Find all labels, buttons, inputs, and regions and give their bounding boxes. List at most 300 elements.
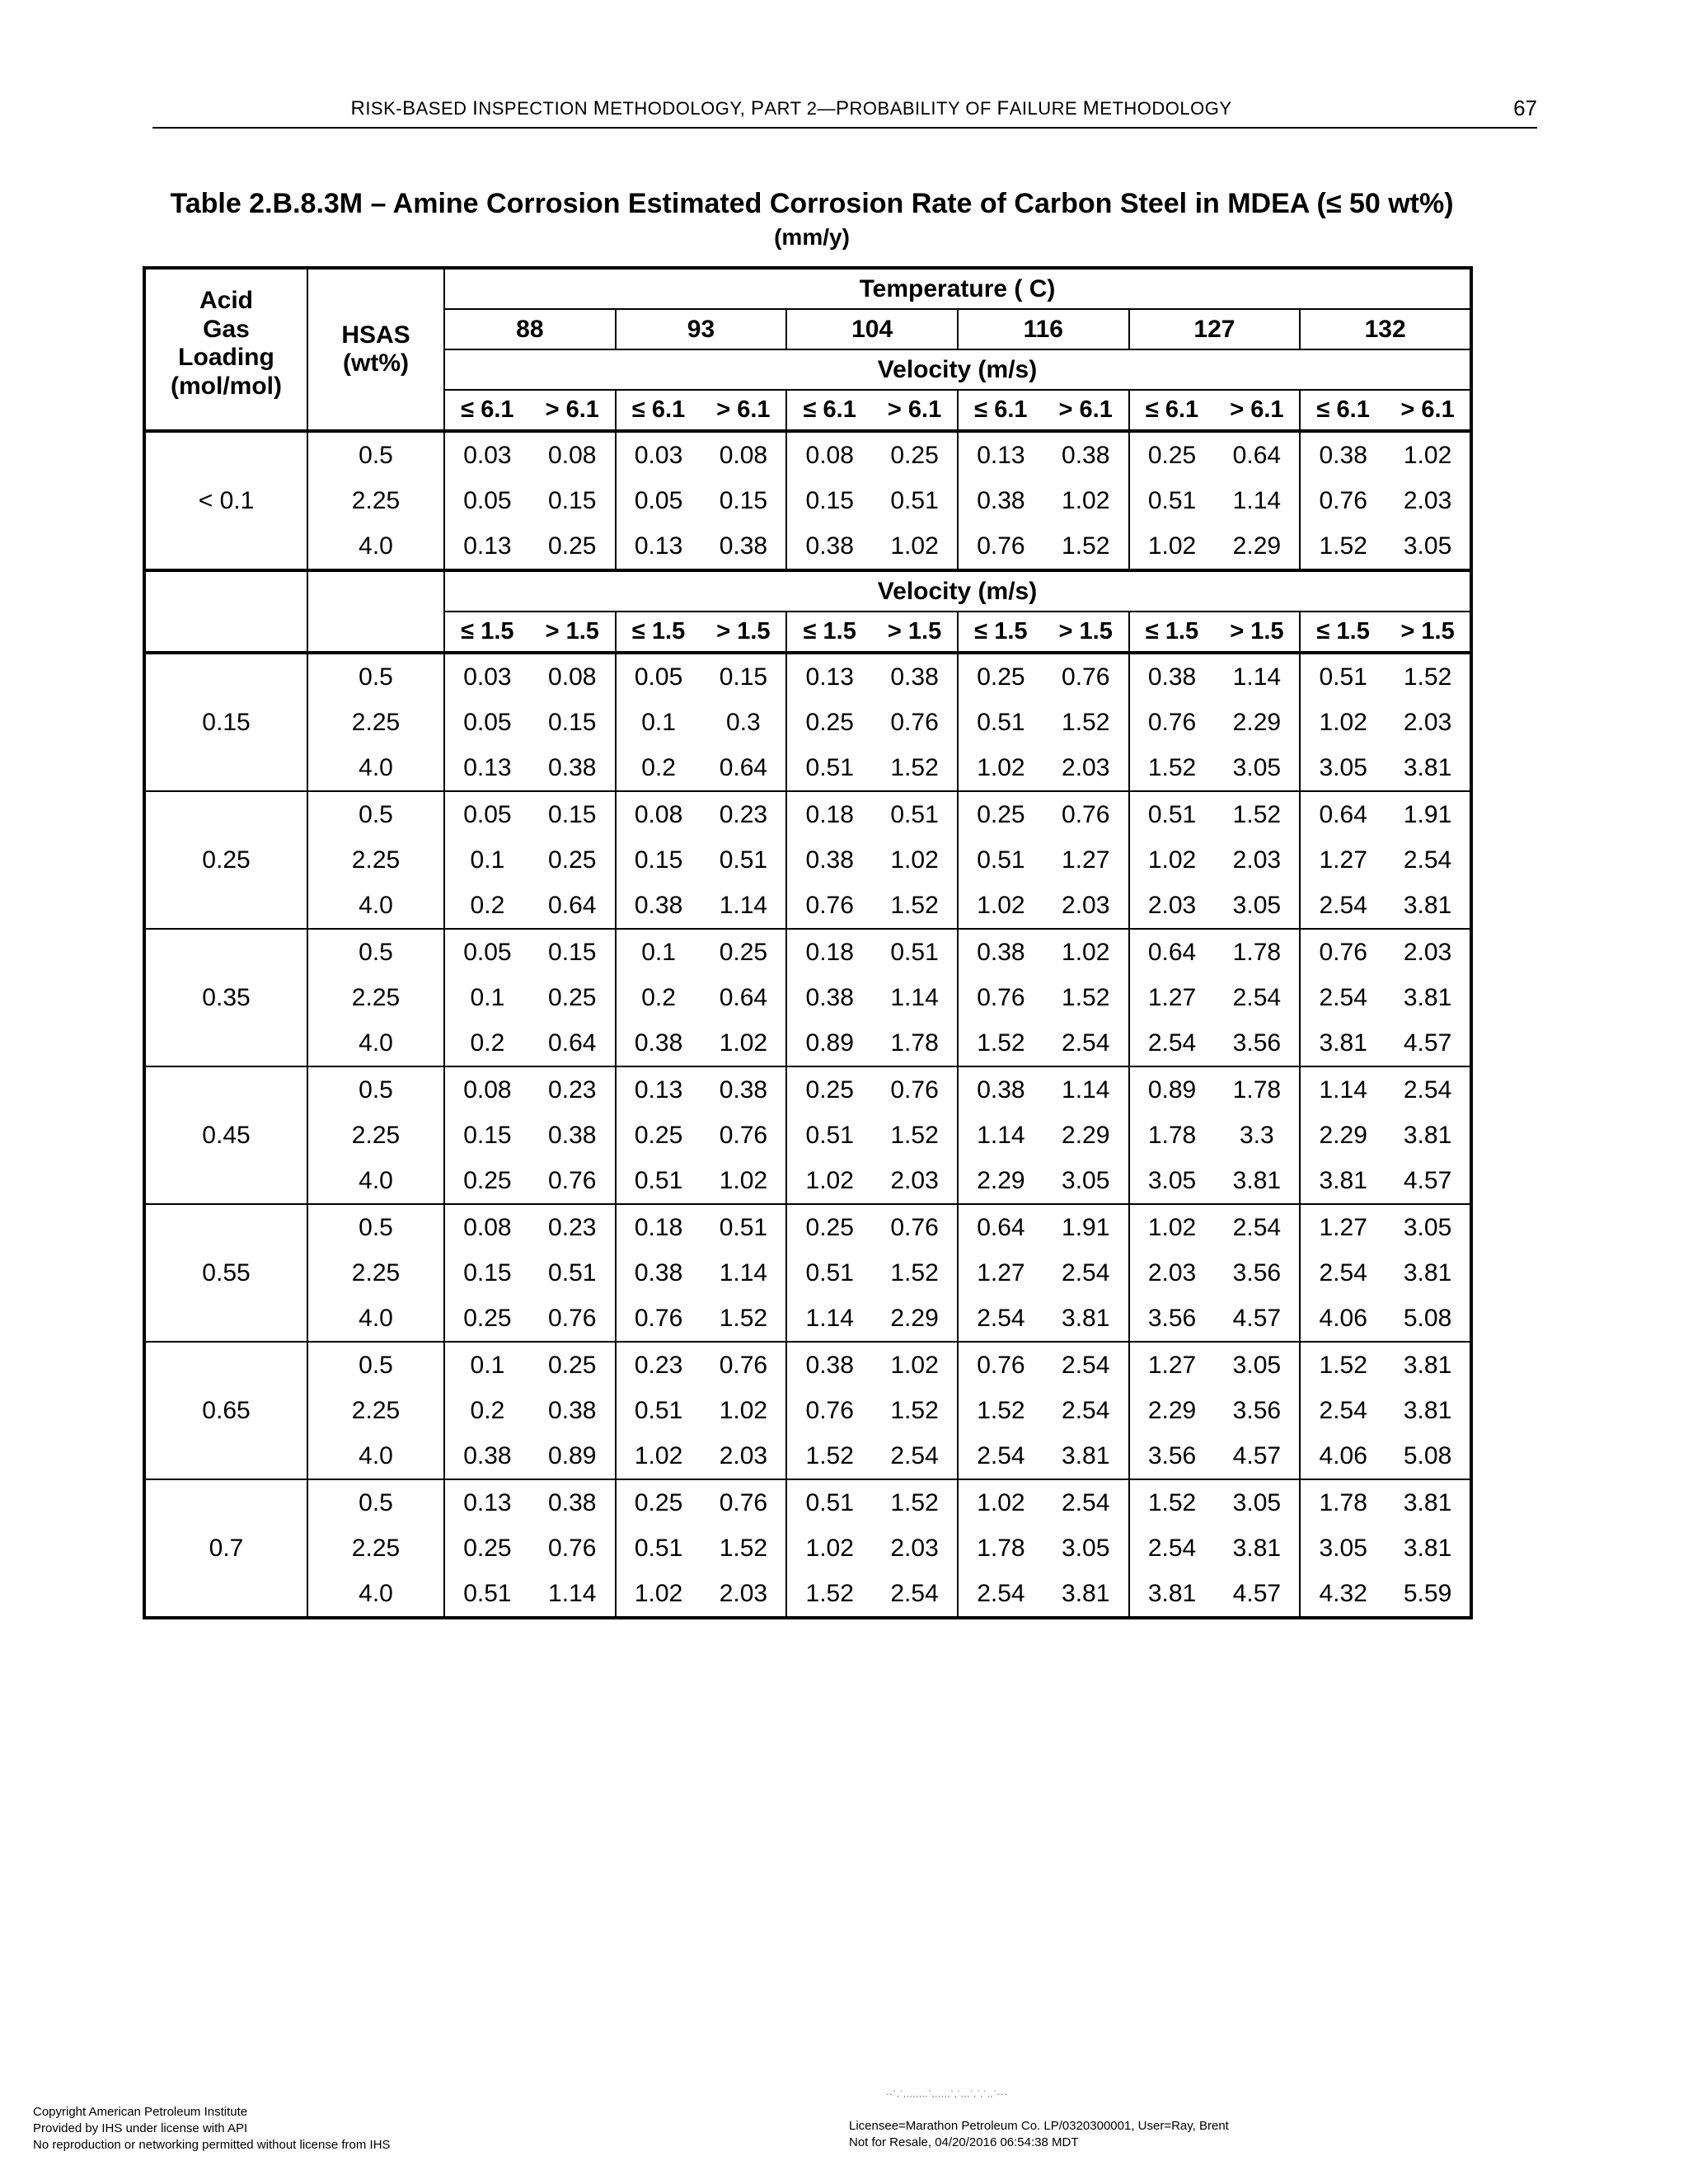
rate-cell: 0.51: [548, 1258, 597, 1286]
running-head-text: ROBABILITY OF: [849, 98, 997, 119]
rate-cell: 5.59: [1403, 1579, 1452, 1607]
velocity-range-cell: ≤ 6.1: [1129, 390, 1215, 431]
rate-cell: 0.38: [958, 478, 1043, 523]
footer-license: [849, 2118, 1229, 2151]
rate-cell: 0.76: [786, 1388, 872, 1433]
rate-cell: 1.02: [1062, 486, 1110, 514]
rate-cell: 0.89: [786, 1020, 872, 1066]
col-acid-gas-loading-header: [144, 268, 307, 431]
rate-cell: 0.13: [444, 523, 530, 570]
rate-cell: 0.51: [786, 1250, 872, 1296]
rate-cell: 0.51: [1300, 653, 1386, 700]
table-row: [144, 431, 1471, 478]
rate-cell: 1.52: [1062, 708, 1110, 736]
rate-cell: 4.57: [1403, 1029, 1452, 1057]
rate-cell: 2.03: [890, 1534, 939, 1562]
rate-cell: 1.52: [786, 1571, 872, 1618]
hsas-cell: 0.5: [307, 1204, 444, 1250]
rate-cell: 2.54: [1403, 846, 1452, 874]
velocity-range-cell: > 6.1: [1043, 390, 1129, 431]
velocity-range-cell: ≤ 1.5: [786, 612, 872, 653]
rate-cell: 0.08: [444, 1066, 530, 1113]
rate-cell: 4.57: [1403, 1166, 1452, 1194]
rate-cell: 1.78: [1300, 1479, 1386, 1526]
table-row: [144, 745, 1471, 791]
corrosion-rate-table: [143, 266, 1473, 1619]
rate-cell: 1.52: [719, 1304, 768, 1332]
acid-gas-header-line: (mol/mol): [171, 372, 282, 400]
rate-cell: 0.23: [616, 1342, 701, 1388]
rate-cell: 1.52: [890, 891, 939, 919]
temperature-88: 88: [444, 309, 616, 349]
temperature-header: Temperature ( C): [444, 268, 1471, 309]
hsas-cell: 0.5: [307, 431, 444, 478]
rate-cell: 1.14: [786, 1296, 872, 1342]
velocity-range-cell: ≤ 6.1: [958, 390, 1043, 431]
rate-cell: 0.76: [958, 1342, 1043, 1388]
rate-cell: 0.25: [786, 1204, 872, 1250]
rate-cell: 2.29: [958, 1158, 1043, 1204]
rate-cell: 1.02: [958, 745, 1043, 791]
table-row: [144, 1526, 1471, 1571]
table-row: [144, 1158, 1471, 1204]
rate-cell: 3.05: [1232, 753, 1282, 781]
rate-cell: 0.25: [872, 431, 958, 478]
rate-cell: 3.81: [1403, 753, 1452, 781]
rate-cell: 1.02: [616, 1433, 701, 1479]
rate-cell: 1.02: [1129, 523, 1215, 570]
rate-cell: 1.14: [1043, 1066, 1129, 1113]
rate-cell: 1.02: [719, 1029, 768, 1057]
rate-cell: 0.25: [444, 1296, 530, 1342]
rate-cell: 0.13: [444, 1479, 530, 1526]
temperature-116: 116: [958, 309, 1129, 349]
running-head-text: ETHODOLOGY,: [610, 98, 751, 119]
rate-cell: 0.51: [958, 700, 1043, 745]
footer-copyright: [33, 2104, 391, 2154]
hsas-cell: 0.5: [307, 1066, 444, 1113]
rate-cell: 1.78: [890, 1029, 939, 1057]
rate-cell: 3.81: [1403, 891, 1452, 919]
rate-cell: 0.13: [444, 745, 530, 791]
acid-gas-loading-cell: 0.45: [144, 1066, 307, 1204]
hsas-cell: 0.5: [307, 653, 444, 700]
table-units: (mm/y): [774, 224, 850, 250]
hsas-cell: 4.0: [307, 523, 444, 570]
rate-cell: 1.02: [1129, 1204, 1215, 1250]
hsas-cell: 4.0: [307, 745, 444, 791]
running-head-cap: M: [593, 97, 611, 120]
velocity-range-cell: ≤ 1.5: [616, 612, 701, 653]
rate-cell: 0.38: [958, 929, 1043, 975]
rate-cell: 2.03: [1129, 883, 1215, 929]
footer-right-line: Licensee=Marathon Petroleum Co. LP/0320300001, User=Ray, Brent: [849, 2119, 1229, 2133]
rate-cell: 0.64: [719, 983, 768, 1011]
rate-cell: 1.78: [1129, 1113, 1215, 1158]
velocity-range-cell: ≤ 1.5: [1300, 612, 1386, 653]
rate-cell: 2.54: [890, 1441, 939, 1469]
rate-cell: 0.38: [616, 883, 701, 929]
rate-cell: 0.15: [616, 837, 701, 883]
hsas-cell: 4.0: [307, 883, 444, 929]
rate-cell: 0.76: [701, 1342, 786, 1388]
rate-cell: 1.14: [719, 891, 768, 919]
rate-cell: 0.15: [548, 708, 597, 736]
rate-cell: 0.38: [1129, 653, 1215, 700]
rate-cell: 1.52: [958, 1388, 1043, 1433]
rate-cell: 1.02: [786, 1158, 872, 1204]
rate-cell: 1.14: [1232, 486, 1282, 514]
velocity-range-cell: ≤ 1.5: [444, 612, 530, 653]
rate-cell: 0.64: [548, 891, 597, 919]
rate-cell: 0.18: [786, 791, 872, 837]
rate-cell: 0.25: [530, 1342, 616, 1388]
rate-cell: 0.76: [1300, 478, 1386, 523]
rate-cell: 1.02: [786, 1526, 872, 1571]
rate-cell: 0.13: [786, 653, 872, 700]
running-head-cap: I: [472, 97, 479, 120]
table-row: [144, 700, 1471, 745]
rate-cell: 1.27: [1129, 975, 1215, 1020]
velocity-range-cell: > 1.5: [530, 612, 616, 653]
hsas-cell: 2.25: [307, 1388, 444, 1433]
hsas-cell: 0.5: [307, 791, 444, 837]
velocity-range-cell: > 1.5: [701, 612, 786, 653]
running-head-title: [152, 97, 1430, 120]
rate-cell: 3.81: [1300, 1158, 1386, 1204]
rate-cell: 3.05: [1232, 891, 1282, 919]
rate-cell: 1.52: [872, 1479, 958, 1526]
rate-cell: 0.38: [1043, 431, 1129, 478]
rate-cell: 0.18: [616, 1204, 701, 1250]
running-head-cap: P: [836, 97, 850, 120]
hsas-cell: 2.25: [307, 1250, 444, 1296]
table-title: Table 2.B.8.3M – Amine Corrosion Estimated Corrosion Rate of Carbon Steel in MDEA (≤ 50 wt%): [170, 188, 1454, 219]
rate-cell: 0.08: [530, 431, 616, 478]
rate-cell: 0.38: [548, 753, 597, 781]
rate-cell: 2.54: [958, 1433, 1043, 1479]
rate-cell: 1.14: [548, 1579, 597, 1607]
rate-cell: 3.81: [1386, 1342, 1471, 1388]
rate-cell: 0.03: [616, 431, 701, 478]
rate-cell: 1.52: [958, 1020, 1043, 1066]
hsas-cell: 2.25: [307, 1526, 444, 1571]
hsas-cell: 4.0: [307, 1571, 444, 1618]
hsas-cell: 2.25: [307, 1113, 444, 1158]
rate-cell: 2.03: [1232, 846, 1282, 874]
header-row-velocity-2: [144, 570, 1471, 612]
rate-cell: 0.38: [1300, 431, 1386, 478]
rate-cell: 1.91: [1043, 1204, 1129, 1250]
acid-gas-loading-cell: 0.7: [144, 1479, 307, 1618]
rate-cell: 2.54: [1062, 1258, 1110, 1286]
rate-cell: 0.15: [530, 791, 616, 837]
table-row: [144, 1020, 1471, 1066]
rate-cell: 0.76: [890, 708, 939, 736]
rate-cell: 0.2: [616, 745, 701, 791]
velocity-range-cell: > 6.1: [1214, 390, 1300, 431]
rate-cell: 1.14: [958, 1113, 1043, 1158]
rate-cell: 0.76: [1043, 791, 1129, 837]
hsas-header-line: HSAS: [341, 321, 410, 349]
rate-cell: 0.2: [616, 975, 701, 1020]
rate-cell: 3.81: [1129, 1571, 1215, 1618]
rate-cell: 4.57: [1232, 1441, 1282, 1469]
header-row-temperature: [144, 268, 1471, 309]
rate-cell: 3.81: [1386, 1479, 1471, 1526]
rate-cell: 0.25: [958, 653, 1043, 700]
rate-cell: 4.06: [1300, 1433, 1386, 1479]
rate-cell: 0.38: [786, 1342, 872, 1388]
rate-cell: 2.03: [1403, 486, 1452, 514]
rate-cell: 2.54: [1232, 983, 1282, 1011]
rate-cell: 1.52: [1062, 532, 1110, 560]
rate-cell: 2.03: [1062, 753, 1110, 781]
rate-cell: 0.15: [548, 486, 597, 514]
blank-header-cell: [144, 570, 307, 653]
rate-cell: 1.14: [890, 983, 939, 1011]
hsas-cell: 4.0: [307, 1158, 444, 1204]
rate-cell: 0.15: [530, 929, 616, 975]
footer-right-line: Not for Resale, 04/20/2016 06:54:38 MDT: [849, 2135, 1079, 2149]
running-head: [152, 97, 1537, 129]
velocity-header: Velocity (m/s): [444, 349, 1471, 390]
rate-cell: 1.27: [1300, 837, 1386, 883]
rate-cell: 0.25: [616, 1479, 701, 1526]
running-head-cap: F: [996, 97, 1010, 120]
rate-cell: 3.81: [1062, 1579, 1110, 1607]
rate-cell: 0.25: [616, 1113, 701, 1158]
rate-cell: 3.05: [1062, 1534, 1110, 1562]
rate-cell: 4.32: [1300, 1571, 1386, 1618]
rate-cell: 0.08: [616, 791, 701, 837]
rate-cell: 0.25: [548, 983, 597, 1011]
rate-cell: 2.54: [958, 1296, 1043, 1342]
rate-cell: 4.06: [1300, 1296, 1386, 1342]
table-row: [144, 1342, 1471, 1388]
rate-cell: 3.56: [1129, 1296, 1215, 1342]
rate-cell: 0.38: [872, 653, 958, 700]
rate-cell: 0.1: [444, 1342, 530, 1388]
rate-cell: 1.52: [890, 1258, 939, 1286]
rate-cell: 2.54: [1300, 1250, 1386, 1296]
rate-cell: 3.05: [1062, 1166, 1110, 1194]
rate-cell: 0.25: [786, 700, 872, 745]
rate-cell: 2.29: [1232, 532, 1282, 560]
temperature-93: 93: [616, 309, 787, 349]
table-row: [144, 883, 1471, 929]
table-row: [144, 1571, 1471, 1618]
rate-cell: 0.08: [786, 431, 872, 478]
velocity-header-2: Velocity (m/s): [444, 570, 1471, 612]
footer-mark: --`,`,,,,,,,,`,,,,,,`,`,,,`,`,`,,`---: [886, 2090, 1008, 2099]
rate-cell: 0.51: [444, 1571, 530, 1618]
rate-cell: 0.2: [444, 1388, 530, 1433]
rate-cell: 5.08: [1403, 1441, 1452, 1469]
rate-cell: 1.27: [1300, 1204, 1386, 1250]
rate-cell: 2.03: [719, 1579, 768, 1607]
rate-cell: 0.2: [444, 883, 530, 929]
rate-cell: 3.05: [1403, 532, 1452, 560]
rate-cell: 2.54: [1300, 883, 1386, 929]
running-head-text: ISK-: [365, 98, 403, 119]
rate-cell: 1.52: [1386, 653, 1471, 700]
hsas-cell: 0.5: [307, 1342, 444, 1388]
rate-cell: 1.27: [1129, 1342, 1215, 1388]
rate-cell: 1.02: [719, 1166, 768, 1194]
rate-cell: 0.76: [872, 1204, 958, 1250]
rate-cell: 1.14: [1300, 1066, 1386, 1113]
rate-cell: 1.02: [616, 1571, 701, 1618]
rate-cell: 1.02: [1300, 700, 1386, 745]
rate-cell: 0.76: [1129, 700, 1215, 745]
rate-cell: 1.52: [890, 1396, 939, 1424]
rate-cell: 2.54: [1062, 1029, 1110, 1057]
page-number: 67: [1513, 96, 1537, 120]
rate-cell: 0.51: [786, 1479, 872, 1526]
table-row: [144, 478, 1471, 523]
rate-cell: 2.54: [1386, 1066, 1471, 1113]
rate-cell: 2.29: [1062, 1121, 1110, 1149]
rate-cell: 0.05: [444, 929, 530, 975]
rate-cell: 1.52: [786, 1433, 872, 1479]
hsas-cell: 0.5: [307, 929, 444, 975]
rate-cell: 1.27: [958, 1250, 1043, 1296]
temperature-127: 127: [1129, 309, 1301, 349]
rate-cell: 0.25: [1129, 431, 1215, 478]
rate-cell: 0.08: [530, 653, 616, 700]
rate-cell: 0.76: [1043, 653, 1129, 700]
rate-cell: 1.52: [1214, 791, 1300, 837]
rate-cell: 2.54: [1300, 1388, 1386, 1433]
rate-cell: 0.76: [616, 1296, 701, 1342]
velocity-range-cell: ≤ 6.1: [616, 390, 701, 431]
rate-cell: 1.91: [1386, 791, 1471, 837]
acid-gas-header-line: Acid: [199, 287, 253, 314]
rate-cell: 1.02: [1129, 837, 1215, 883]
rate-cell: 0.89: [1129, 1066, 1215, 1113]
rate-cell: 1.14: [719, 1258, 768, 1286]
velocity-range-cell: > 6.1: [872, 390, 958, 431]
rate-cell: 0.64: [1300, 791, 1386, 837]
velocity-range-cell: > 1.5: [872, 612, 958, 653]
rate-cell: 0.13: [958, 431, 1043, 478]
rate-cell: 3.81: [1403, 1258, 1452, 1286]
rate-cell: 0.76: [958, 975, 1043, 1020]
rate-cell: 2.03: [1403, 708, 1452, 736]
hsas-cell: 0.5: [307, 1479, 444, 1526]
rate-cell: 0.08: [444, 1204, 530, 1250]
running-head-text: AILURE: [1009, 98, 1083, 119]
rate-cell: 0.64: [719, 753, 768, 781]
table-row: [144, 1296, 1471, 1342]
running-head-cap: M: [1082, 97, 1100, 120]
table-row: [144, 1479, 1471, 1526]
rate-cell: 1.78: [958, 1526, 1043, 1571]
rate-cell: 1.02: [958, 1479, 1043, 1526]
rate-cell: 0.51: [872, 929, 958, 975]
acid-gas-header-line: Loading: [178, 344, 274, 371]
rate-cell: 3.05: [1386, 1204, 1471, 1250]
rate-cell: 2.54: [890, 1579, 939, 1607]
temperature-104: 104: [786, 309, 958, 349]
rate-cell: 0.15: [719, 486, 768, 514]
rate-cell: 0.64: [1214, 431, 1300, 478]
rate-cell: 3.81: [1232, 1534, 1282, 1562]
hsas-cell: 4.0: [307, 1020, 444, 1066]
rate-cell: 0.51: [890, 486, 939, 514]
rate-cell: 0.25: [548, 846, 597, 874]
rate-cell: 1.02: [890, 532, 939, 560]
rate-cell: 0.51: [1129, 791, 1215, 837]
rate-cell: 0.51: [958, 837, 1043, 883]
rate-cell: 0.38: [548, 1396, 597, 1424]
rate-cell: 0.38: [719, 532, 768, 560]
rate-cell: 0.25: [444, 1526, 530, 1571]
rate-cell: 0.3: [726, 708, 761, 736]
footer-left-line: Provided by IHS under license with API: [33, 2121, 248, 2135]
rate-cell: 0.1: [444, 837, 530, 883]
rate-cell: 0.05: [444, 700, 530, 745]
rate-cell: 0.64: [1129, 929, 1215, 975]
table-row: [144, 1388, 1471, 1433]
rate-cell: 0.51: [786, 1113, 872, 1158]
rate-cell: 3.81: [1403, 1396, 1452, 1424]
rate-cell: 1.02: [958, 883, 1043, 929]
acid-gas-loading-cell: < 0.1: [144, 431, 307, 570]
rate-cell: 1.52: [1129, 1479, 1215, 1526]
rate-cell: 0.38: [786, 523, 872, 570]
rate-cell: 2.03: [1386, 929, 1471, 975]
hsas-cell: 2.25: [307, 837, 444, 883]
rate-cell: 3.56: [1232, 1029, 1282, 1057]
rate-cell: 2.29: [1129, 1388, 1215, 1433]
acid-gas-loading-cell: 0.25: [144, 791, 307, 929]
table-row: [144, 653, 1471, 700]
rate-cell: 0.23: [530, 1204, 616, 1250]
rate-cell: 3.05: [1129, 1158, 1215, 1204]
rate-cell: 0.25: [701, 929, 786, 975]
rate-cell: 0.51: [872, 791, 958, 837]
rate-cell: 0.18: [786, 929, 872, 975]
rate-cell: 0.76: [548, 1534, 597, 1562]
rate-cell: 3.56: [1129, 1433, 1215, 1479]
rate-cell: 0.76: [1300, 929, 1386, 975]
rate-cell: 0.1: [444, 975, 530, 1020]
running-head-cap: B: [402, 97, 416, 120]
running-head-cap: R: [350, 97, 366, 120]
rate-cell: 0.23: [530, 1066, 616, 1113]
rate-cell: 1.52: [1062, 983, 1110, 1011]
velocity-range-cell: > 1.5: [1386, 612, 1471, 653]
rate-cell: 2.54: [1300, 975, 1386, 1020]
rate-cell: 0.1: [616, 700, 701, 745]
rate-cell: 0.76: [958, 523, 1043, 570]
acid-gas-loading-cell: 0.55: [144, 1204, 307, 1342]
rate-cell: 0.05: [444, 791, 530, 837]
rate-cell: 0.13: [616, 1066, 701, 1113]
rate-cell: 1.02: [890, 846, 939, 874]
rate-cell: 0.15: [444, 1113, 530, 1158]
rate-cell: 2.03: [1062, 891, 1110, 919]
rate-cell: 1.14: [1214, 653, 1300, 700]
running-head-text: ETHODOLOGY: [1100, 98, 1232, 119]
table-row: [144, 1204, 1471, 1250]
rate-cell: 2.54: [1214, 1204, 1300, 1250]
rate-cell: 0.2: [444, 1020, 530, 1066]
rate-cell: 0.76: [719, 1121, 768, 1149]
velocity-range-cell: ≤ 6.1: [1300, 390, 1386, 431]
